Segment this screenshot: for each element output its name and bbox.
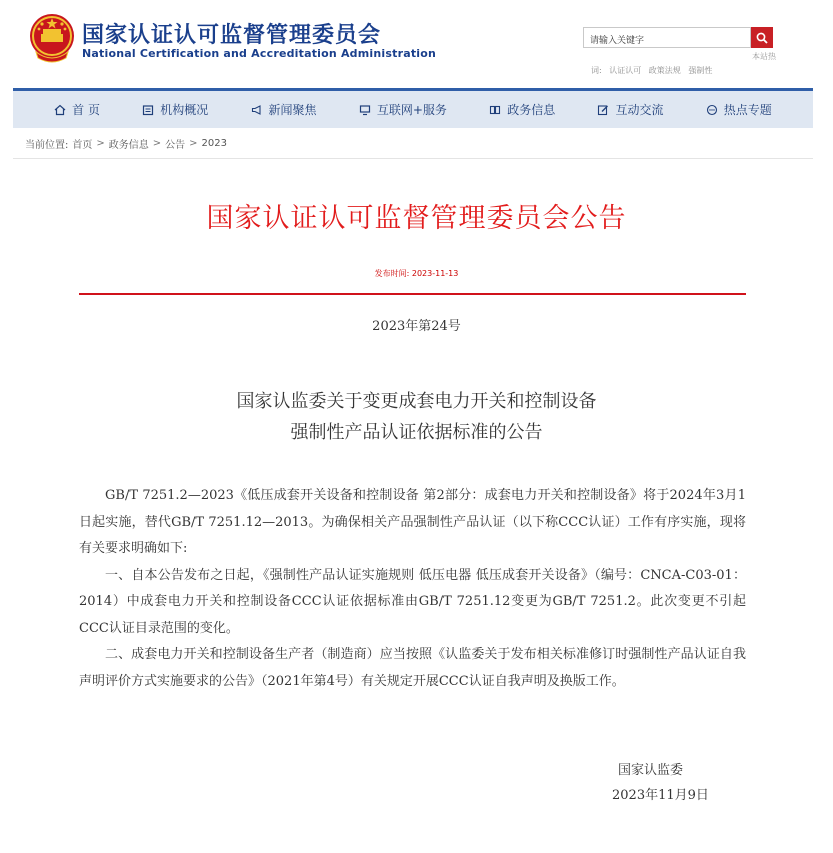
breadcrumb-item-announcements[interactable]: 公告 [165, 140, 186, 151]
search-button[interactable] [751, 27, 773, 48]
article-subtitle [0, 386, 833, 448]
megaphone-icon [251, 104, 263, 116]
nav-item-label: 热点专题 [723, 103, 772, 117]
body-paragraph: 一、自本公告发布之日起，《强制性产品认证实施规则 低压电器 低压成套开关设备》（编号：CNCA-C03-01：2014）中成套电力开关和控制设备CCC认证依据标准由GB/T 7251.12变更为GB/T 7251.2。此次变更不引起CCC认证目录范围的变化。 [79, 567, 746, 636]
breadcrumb-item-year[interactable]: 2023 [201, 138, 227, 149]
signature-organization: 国家认监委 [618, 763, 684, 778]
nav-item-internet-services[interactable] [359, 101, 447, 118]
nav-item-interaction[interactable] [597, 101, 663, 118]
nav-item-hot-topics[interactable] [706, 101, 772, 118]
publish-date: 发布时间: 2023-11-13 [374, 269, 459, 278]
breadcrumb-separator: > [96, 138, 105, 149]
breadcrumb [13, 129, 813, 159]
nav-item-news[interactable] [251, 101, 317, 118]
breadcrumb-item-government-info[interactable]: 政务信息 [108, 140, 149, 151]
title-divider [79, 293, 746, 295]
nav-item-label: 互联网+服务 [376, 103, 447, 117]
home-icon [54, 104, 66, 116]
main-nav [13, 88, 813, 128]
nav-item-organization[interactable] [142, 101, 208, 118]
signature-date: 2023年11月9日 [612, 788, 709, 803]
article-body [79, 483, 746, 695]
subtitle-line: 强制性产品认证依据标准的公告 [290, 422, 543, 443]
nav-item-label: 机构概况 [160, 103, 209, 117]
nav-item-home[interactable] [54, 101, 100, 118]
search-input[interactable] [584, 32, 750, 51]
search-icon [756, 32, 768, 44]
nav-item-label: 政务信息 [507, 103, 556, 117]
search-box [583, 27, 751, 48]
chat-icon [706, 104, 718, 116]
monitor-icon [359, 104, 371, 116]
edit-icon [597, 104, 609, 116]
nav-item-government-info[interactable] [489, 101, 555, 118]
hotword-link[interactable]: 政策法规 [648, 66, 681, 75]
breadcrumb-prefix: 当前位置: [25, 140, 69, 151]
document-icon [489, 104, 501, 116]
breadcrumb-item-home[interactable]: 首页 [72, 140, 93, 151]
building-icon [142, 104, 154, 116]
site-title[interactable]: 国家认证认可监督管理委员会 [82, 23, 382, 48]
nav-item-label: 新闻聚焦 [268, 103, 317, 117]
hotword-link[interactable]: 认证认可 [609, 66, 642, 75]
national-emblem-icon[interactable] [28, 12, 76, 64]
body-paragraph: GB/T 7251.2—2023《低压成套开关设备和控制设备 第2部分：成套电力开关和控制设备》将于2024年3月1日起实施，替代GB/T 7251.12—2013。为确保相关产品强制性产品认证（以下称CCC认证）工作有序实施，现将有关要求明确如下: [79, 488, 746, 556]
breadcrumb-separator: > [152, 138, 162, 149]
site-header [0, 0, 833, 88]
site-title-english[interactable]: National Certification and Accreditation Administration [82, 47, 437, 60]
hotwords [591, 65, 717, 76]
hotwords-prefix: 词: [591, 66, 602, 75]
nav-item-label: 首 页 [72, 103, 100, 117]
nav-item-label: 互动交流 [615, 103, 664, 117]
signature-block [612, 758, 709, 808]
breadcrumb-separator: > [189, 138, 198, 149]
search-scope-label: 本站热 [752, 52, 776, 61]
hotword-link[interactable]: 强制性 [688, 66, 713, 75]
body-paragraph: 二、成套电力开关和控制设备生产者（制造商）应当按照《认监委关于发布相关标准修订时强制性产品认证自我声明评价方式实施要求的公告》（2021年第4号）有关规定开展CCC认证自我声明及换版工作。 [79, 647, 746, 689]
article-title: 国家认证认可监督管理委员会公告 [206, 203, 627, 234]
subtitle-line: 国家认监委关于变更成套电力开关和控制设备 [236, 391, 597, 412]
document-number: 2023年第24号 [372, 319, 461, 334]
